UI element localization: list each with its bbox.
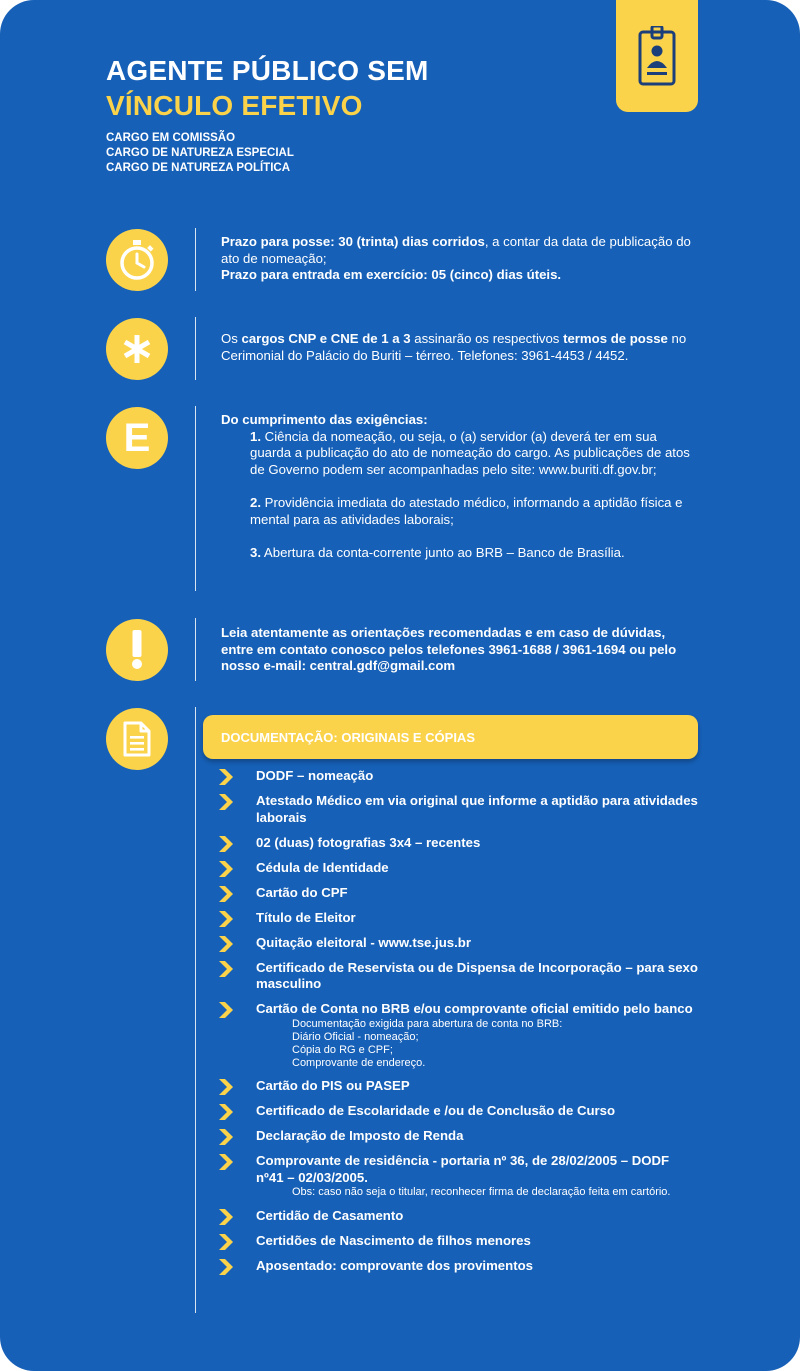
cnp-text-part: no Cerimonial do Palácio do Buriti – térreo. Telefones: 3961-4453 / 4452. — [221, 331, 687, 363]
prazo-posse-label: Prazo para posse: — [221, 234, 339, 249]
section-divider — [195, 406, 196, 591]
chevron-right-icon — [219, 1154, 233, 1170]
subtitle: CARGO DE NATUREZA POLÍTICA — [106, 162, 290, 174]
list-item — [219, 1233, 699, 1250]
list-item — [219, 793, 699, 826]
letter-e: E — [123, 415, 151, 460]
list-item — [219, 910, 699, 927]
chevron-right-icon — [219, 769, 233, 785]
exigencia-num: 1. — [250, 428, 261, 444]
chevron-right-icon — [219, 1234, 233, 1250]
chevron-right-icon — [219, 961, 233, 977]
list-item-note: Cópia do RG e CPF; — [292, 1043, 393, 1056]
chevron-right-icon — [219, 1259, 233, 1275]
prazo-posse-value: 30 (trinta) dias corridos — [338, 234, 485, 249]
list-item — [219, 960, 699, 993]
list-item-text: Título de Eleitor — [256, 909, 356, 925]
list-item-text: Cédula de Identidade — [256, 859, 389, 875]
list-item — [219, 1258, 699, 1275]
documentacao-header — [203, 715, 698, 759]
list-item-text: Atestado Médico em via original que informe a aptidão para atividades laborais — [256, 793, 698, 825]
exigencia-num: 2. — [250, 495, 261, 510]
list-item-text: Aposentado: comprovante dos provimentos — [256, 1257, 533, 1273]
list-item-text: Certificado de Escolaridade e /ou de Conclusão de Curso — [256, 1103, 616, 1118]
chevron-right-icon — [219, 836, 233, 852]
list-item — [219, 1128, 699, 1145]
cnp-text-part: Os — [221, 331, 242, 346]
list-item — [219, 885, 699, 902]
exigencia-text: Ciência da nomeação, ou seja, o (a) servidor (a) deverá ter em sua guarda a publicação do ato de nomeação do cargo. As publicações de atos de Governo podem ser acompanhadas pelo site: www.buriti.df.gov.br; — [250, 428, 690, 477]
section-divider — [195, 228, 196, 291]
exigencias-text — [221, 412, 696, 562]
page-title-line2: VÍNCULO EFETIVO — [106, 90, 363, 121]
atencao-text: Leia atentamente as orientações recomendadas e em caso de dúvidas, entre em contato conosco pelos telefones 3961-1688 / 3961-1694 ou pelo nosso e-mail: central.gdf@gmail.com — [221, 625, 677, 673]
list-item-note: Diário Oficial - nomeação; — [292, 1030, 419, 1043]
stopwatch-icon — [106, 229, 168, 291]
list-item — [219, 1078, 699, 1095]
exigencia-text: Abertura da conta-corrente junto ao BRB – Banco de Brasília. — [261, 545, 625, 560]
id-badge-icon — [638, 26, 676, 88]
list-item-text: Certificado de Reservista ou de Dispensa de Incorporação – para sexo masculino — [256, 959, 698, 991]
list-item — [219, 1103, 699, 1120]
list-item-text: Cartão do PIS ou PASEP — [256, 1078, 410, 1093]
chevron-right-icon — [219, 861, 233, 877]
exigencia-item — [221, 495, 696, 528]
exigencia-item — [221, 429, 696, 479]
list-item-note: Documentação exigida para abertura de conta no BRB: — [292, 1017, 563, 1030]
chevron-right-icon — [219, 886, 233, 902]
chevron-right-icon — [219, 1002, 233, 1018]
list-item-text: Certidões de Nascimento de filhos menores — [256, 1232, 531, 1248]
chevron-right-icon — [219, 1079, 233, 1095]
exigencia-item — [221, 545, 696, 562]
cnp-cargos: cargos CNP e CNE de 1 a 3 — [241, 331, 411, 346]
list-item-text: Certidão de Casamento — [256, 1207, 404, 1223]
prazo-exercicio-value: 05 (cinco) dias úteis. — [431, 267, 562, 282]
exigencia-text: Providência imediata do atestado médico, informando a aptidão física e mental para as atividades laborais; — [250, 495, 683, 527]
letter-e-icon — [106, 407, 168, 469]
subtitle-list — [106, 131, 294, 176]
prazo-posse-rest: , a contar da data de publicação do ato de nomeação; — [221, 234, 691, 266]
list-item-text: Quitação eleitoral - www.tse.jus.br — [256, 934, 471, 950]
list-item-text: Cartão de Conta no BRB e/ou comprovante oficial emitido pelo banco — [256, 1001, 693, 1016]
list-item — [219, 1153, 699, 1199]
section-divider — [195, 707, 196, 1313]
chevron-right-icon — [219, 1104, 233, 1120]
list-item — [219, 860, 699, 877]
id-badge-tab — [616, 0, 698, 112]
chevron-right-icon — [219, 911, 233, 927]
list-item — [219, 1208, 699, 1225]
chevron-right-icon — [219, 794, 233, 810]
list-item-text: DODF – nomeação — [256, 768, 374, 783]
list-item-text: Cartão do CPF — [256, 884, 348, 900]
chevron-right-icon — [219, 1209, 233, 1225]
list-item — [219, 835, 699, 852]
prazo-exercicio-label: Prazo para entrada em exercício: — [221, 267, 432, 282]
subtitle: CARGO DE NATUREZA ESPECIAL — [106, 147, 294, 159]
exigencias-heading: Do cumprimento das exigências: — [221, 412, 428, 427]
asterisk-icon — [106, 318, 168, 380]
exclamation-icon — [106, 619, 168, 681]
list-item-text: 02 (duas) fotografias 3x4 – recentes — [256, 834, 481, 850]
section-divider — [195, 618, 196, 681]
cnp-text-part: assinarão os respectivos — [410, 331, 564, 346]
section-divider — [195, 317, 196, 380]
list-item — [219, 935, 699, 952]
list-item-note: Comprovante de endereço. — [292, 1056, 426, 1069]
prazo-text — [221, 234, 696, 284]
subtitle: CARGO EM COMISSÃO — [106, 132, 236, 144]
chevron-right-icon — [219, 936, 233, 952]
chevron-right-icon — [219, 1129, 233, 1145]
cnp-text — [221, 331, 696, 364]
cnp-termos: termos de posse — [563, 331, 668, 346]
document-icon — [106, 708, 168, 770]
list-item — [219, 768, 699, 785]
page-title-line1: AGENTE PÚBLICO SEM — [106, 55, 429, 86]
list-item-note: Obs: caso não seja o titular, reconhecer firma de declaração feita em cartório. — [292, 1186, 671, 1198]
documentacao-title: DOCUMENTAÇÃO: ORIGINAIS E CÓPIAS — [221, 730, 475, 745]
list-item — [219, 1001, 699, 1070]
list-item-text: Comprovante de residência - portaria nº 36, de 28/02/2005 – DODF nº41 – 02/03/2005. — [256, 1153, 670, 1185]
documentacao-list — [219, 768, 699, 1274]
exigencia-num: 3. — [250, 545, 261, 560]
list-item-text: Declaração de Imposto de Renda — [256, 1128, 464, 1143]
